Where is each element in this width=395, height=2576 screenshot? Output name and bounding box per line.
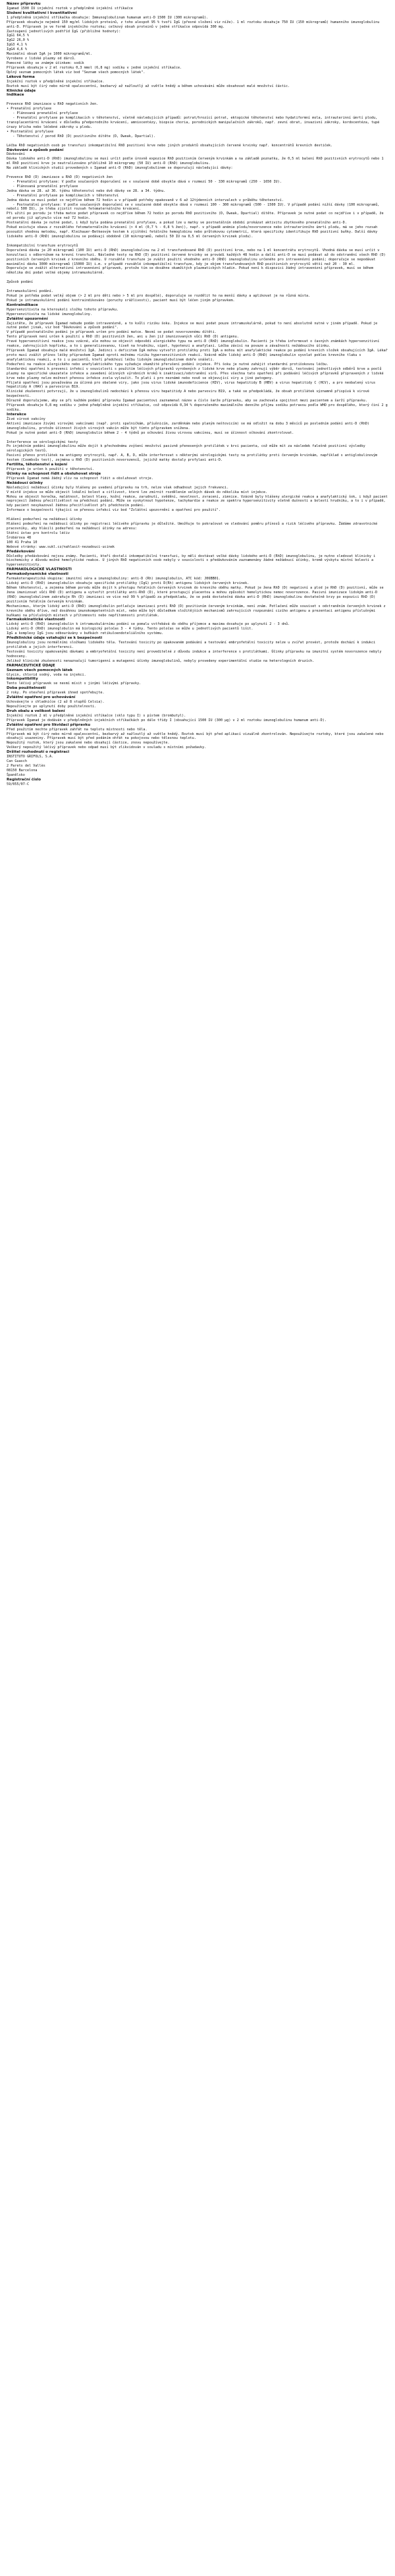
text-line: Farmakoterapeutická skupina: imunitní séra a imunoglobuliny: anti-D (Rh) imunoglobulin, ATC kód: J06BB01. <box>7 577 221 581</box>
text-line: Uchovávejte v chladničce (2 až 8 stupňů Celsia). <box>7 700 105 705</box>
text-line: Následující nežádoucí účinky byly hlášeny po uvedení přípravku na trh, nelze však odhadnout jejich frekvenci. <box>7 485 229 490</box>
text-line: Informace o bezpečnosti týkající se přenosu infekcí viz bod "Zvláštní upozornění a opatření pro použití". <box>7 508 221 513</box>
text-line: Pravé hypersenzitivní reakce jsou vzácné, ale mohou se objevit odpovědi alergického typu na anti-D (RhD) imunoglobulin. Pacienti je třeba informovat o časných známkách hypersenzitivní reakce, zahrnujících kopřivku, a to i generalizovanou, tíseň na hrudníku, sípot, hypotenzi a anafylaxi. Léčba závisí na povaze a závažnosti nežádoucího účinku. <box>7 339 382 349</box>
text-line: Nepoužívejte po uplynutí doby použitelnosti. <box>7 704 97 709</box>
section-heading: Zvláštní opatření pro likvidaci přípravku <box>7 722 91 727</box>
text-line: - Plánovaná prenatální profylaxe <box>7 184 78 189</box>
text-line: Důrazně doporučujeme, aby se při každém podání přípravku Igamad pacientovi zaznamenal název a číslo šarže přípravku, aby se zachovala spojitost mezi pacientem a šarží přípravku. <box>7 399 367 403</box>
section-heading: Léková forma <box>7 74 35 79</box>
text-line: Dávka lidského anti-D (RhD) imunoglobulinu se musí určit podle úrovně expozice RhD pozitivním červeným krvinkám a na základě poznatku, že 0,5 ml balení RhD pozitivních erytrocytů nebo 1 ml RhD pozitivní krve je neutralizováno přibližně 10 mikrogramy (50 IU) anti-D (RhD) imunoglobulinu. <box>7 157 386 166</box>
text-line: Webové stránky: www.sukl.cz/nahlasit-nezadouci-ucinek <box>7 544 115 549</box>
text-line: Inkompatibilní transfuze erytrocytů <box>7 243 78 248</box>
text-line: Přípravek Igamad je dodáván v předplněných injekčních stříkačkách po dále třídy I (obsahující 1500 IU (300 µg) v 2 ml roztoku imunoglobulinu humanum anti-D). <box>7 718 327 722</box>
section-heading: Kontraindikace <box>7 303 38 307</box>
text-line: - Těhotenství / porod RhD (D) pozitivního dítěte (D, Dweak, Dpartial). <box>7 134 155 138</box>
section-heading: Inkompatibility <box>7 677 38 682</box>
text-line: Přípravek obsahuje nejméně 150 mg/ml lidských proteinů, z toho alespoň 95 % tvoří IgG (přesné složení viz níže). 1 ml roztoku obsahuje 750 IU (150 mikrogramů) humanního imunoglobulinu anti-D. Přípravek je ve formě injekčního roztoku; celkový obsah proteinů v jedné stříkačce odpovídá 300 mg. <box>7 20 382 29</box>
text-line: Dávkování <box>7 152 25 157</box>
text-line: Interference se sérologickými testy <box>7 440 78 444</box>
text-line: Hypersenzitivita na lidské imunoglobuliny. <box>7 312 92 316</box>
text-line <box>7 171 388 175</box>
text-line: Maximální obsah IgA je 1000 mikrogramů/ml. <box>7 52 92 57</box>
text-line: 08150 Barcelona <box>7 768 38 773</box>
section-heading: Druh obalu a velikost balení <box>7 709 65 713</box>
text-line: V případě postnatálního podání je přípravek určen pro podání matce. Nesmí se podat novorozenému dítěti. <box>7 330 217 335</box>
text-line: IgG4 4,6 % <box>7 47 27 52</box>
text-line: Standardní opatření k prevenci infekcí v souvislosti s použitím léčivých přípravků vyrobených z lidské krve nebo plazmy zahrnují výběr dárců, testování jednotlivých odběrů krve a poolů plazmy na specifické ukazatele infekce a zavedení účinných výrobních kroků k inaktivaci/odstranění virů. Přes všechna tato opatření při podávání léčivých přípravků připravených z lidské krve nebo plazmy nelze možnost přenosu infekce zcela vyloučit. To platí i pro neznámé nebo nově se objevující viry a jiné patogeny. <box>7 366 386 380</box>
text-line: Imunoglobuliny jsou normálními složkami lidského těla. Testování toxicity po opakovaném podávání a testování embryofetální toxicity nelze u zvířat provést, protože dochází k indukci protilátek a jejich interferenci. <box>7 641 378 649</box>
section-heading: Farmakokinetické vlastnosti <box>7 618 65 622</box>
text-line: Nepoužitý roztok, který jsou zakalené nebo obsahují částice, znovu nepoužívejte. <box>7 741 170 746</box>
text-line: Přípravek obsahuje v 2 ml roztoku 0,3 mmol (6,8 mg) sodíku v jedné injekční stříkačce. <box>7 65 182 70</box>
text-line: Tento přípravek není určen k použití u RhD (D) pozitivních žen, ani u žen již imunizovaných vůči RhD (D) antigenu. <box>7 335 239 339</box>
text-line: IgG2 26,0 % <box>7 38 30 43</box>
text-line: Státní ústav pro kontrolu léčiv <box>7 531 70 535</box>
text-line: Prevence RhD (D) imunizace u RhD (D) negativních žen <box>7 175 113 180</box>
text-line: Hypersenzitivita na kteroukoli složku tohoto přípravku. <box>7 307 119 312</box>
text-line: Pokud existuje obava z rozsáhlého fetomaternálního krvácení (> 4 ml (0,7 % - 0,8 % žen)), např. v případě anémie plodu/novorozence nebo intrauterinního úmrtí plodu, má se jeho rozsah posoudit vhodnou metodou, např. Kleihauer-Betkeovým testem k zjištění fetálního hemoglobinu nebo průtokovou cytometrií, která specificky identifikuje RhD pozitivní buňky. Další dávky lidského anti-D (RhD) imunoglobulinu se podávají obdobně (10 mikrogramů, neboli 50 IU na 0,5 ml červených krvinek plodu). <box>7 225 380 239</box>
text-line: 2 Parets del Vallès <box>7 763 45 768</box>
text-line: Vyrobeno z lidské plazmy od dárců. <box>7 57 76 61</box>
text-line: - Plánovaná prenatální profylaxe <box>7 111 78 116</box>
text-line: Pokud je potřeba podat velký objem (> 2 ml pro děti nebo > 5 ml pro dospělé), doporučuje se rozdělit ho na menší dávky a aplikovat je na různá místa. <box>7 294 311 298</box>
text-line: Během těhotenství, a zejména během porodu může dojít k přestupu fetálních červených krvinek do krevního oběhu matky. Pokud je žena RhD (D) negativní a plod je RhD (D) pozitivní, může se žena imunizovat vůči RhD (D) antigenu a vytvořit protilátky anti-RhD (D), které prostupují placentou a mohou způsobit hemolytickou nemoc novorozence. Pasivní imunizace lidským anti-D (RhD) imunoglobulinem zabraňuje Rh (D) imunizaci ve více než 99 % případů za předpokladu, že se podá dostatečná dávka anti-D (RhD) imunoglobulinu dostatečně brzy po expozici RhD (D) pozitivním fetálním červeným krvinkám. <box>7 586 386 604</box>
text-line: Přípravek je určen k použití v těhotenství. <box>7 467 95 472</box>
text-line: Přípravek Igamad nemá žádný vliv na schopnost řídit a obsluhovat stroje. <box>7 476 153 481</box>
text-line: 2 roky. Po otevření přípravek ihned spotřebujte. <box>7 691 105 695</box>
text-line: Přípravek má být čirý nebo mírně opalescentní, bezbarvý až nažloutlý až světle hnědý. Roztok musí být před aplikací vizuálně zkontrolován. Nepoužívejte roztoky, které jsou zakalené nebo obsahují usazeniny. Přípravek musí být před podáním ohřát na pokojovou nebo tělesnou teplotu. <box>7 732 386 741</box>
section-heading: FARMAKOLOGICKÉ VLASTNOSTI <box>7 568 72 572</box>
text-line: Injekční roztok 2 ml v předplněné injekční stříkačce (sklo typu I) s pístem (brombutyl). <box>7 713 186 718</box>
text-line <box>7 139 388 144</box>
text-line: Zajistěte, že přípravek Igamad nebude podán intravenózně, a to kvůli riziku šoku. Injekce se musí podat pouze intramuskulárně, pokud to není absolutně nutné v jiném případě. Pokud je nutné podat jinak, viz bod "Dávkování a způsob podání". <box>7 321 380 330</box>
section-heading: Seznam všech pomocných látek <box>7 668 73 672</box>
spc-document <box>0 0 395 791</box>
text-line: • Prenatální profylaxe <box>7 107 52 111</box>
section-heading: Doba použitelnosti <box>7 686 46 691</box>
text-line: Igamad 1500 IU injekční roztok v předplněné injekční stříkačce <box>7 6 133 11</box>
section-heading: Název přípravku <box>7 2 41 6</box>
text-line: Před použitím nechte přípravek zahřát na teplotu místnosti nebo těla. <box>7 727 147 732</box>
text-line: Přípravek obsahuje 6,8 mg sodíku v jedné předplněné injekční stříkačce, což odpovídá 0,34 % doporučeného maximálního denního příjmu sodíku potravou podle WHO pro dospělého, který činí 2 g sodíku. <box>7 403 390 413</box>
text-line: Glycin, chlorid sodný, voda na injekci. <box>7 672 86 677</box>
text-line: Pokud je nutné podat anti-D (RhD) imunoglobulin během 2 - 4 týdnů po očkování živou virovou vakcínou, musí se účinnost očkování zkontrolovat. <box>7 430 294 435</box>
text-line: IgG3 4,1 % <box>7 43 27 47</box>
text-line: Jedna dávka se musí podat co nejdříve během 72 hodin a v případě potřeby opakovaně v 6 až 12týdenních intervalech v průběhu těhotenství. <box>7 198 284 202</box>
text-line: Důsledky předávkování nejsou známy. Pacienti, kteří dostali inkompatibilní transfuzi, by měli dostávat velké dávky lidského anti-D (RhD) imunoglobulinu, je nutno sledovat klinicky i biochemicky z důvodu možné hemolytické reakce. U jiných RhD negativních osob nebyly v souvislosti s předávkováním zaznamenány žádné nežádoucí účinky, kromě výskytu místní bolesti a hypersenzitivity. <box>7 554 378 568</box>
text-line: Po injekčním podání imunoglobulinu může dojít k přechodnému zvýšení množství pasivně přenesených protilátek v krvi pacienta, což může mít za následek falešně pozitivní výsledky sérologických testů. <box>7 444 367 454</box>
text-line: Přijatá opatření jsou považována za účinná pro obalené viry, jako jsou virus lidské imunodeficience (HIV), virus hepatitidy B (HBV) a virus hepatitidy C (HCV), a pro neobalený virus hepatitidy A (HAV) a parvovirus B19. <box>7 380 378 390</box>
section-heading: Zvláštní opatření pro uchovávání <box>7 695 76 700</box>
text-line: IgG1 64,5 % <box>7 34 30 38</box>
text-line: Živé virové vakcíny <box>7 417 45 421</box>
section-heading: Držitel rozhodnutí o registraci <box>7 750 70 755</box>
section-heading: Nežádoucí účinky <box>7 481 43 485</box>
text-line: Přípravek Igamad obsahuje malé množství IgA. Jedinci s deficitem IgA mohou vytvořit protilátky proti IgA a mohou mít anafylaktické reakce po podání krevních složek obsahujících IgA. Lékař proto musí zvážit přínos léčby přípravkem Igamad oproti možnému riziku hypersenzitivních reakcí. Vzácně může lidský anti-D (RhD) imunoglobulin vyvolat pokles krevního tlaku s anafylaktickou reakcí, a to i u pacientů, kteří předchozí léčbu lidským imunoglobulinem dobře snášeli. <box>7 349 390 362</box>
section-heading: Předávkování <box>7 549 35 554</box>
text-line: - Prenatální profylaxe po komplikacích v těhotenství <box>7 193 119 198</box>
section-heading: Registrační číslo <box>7 777 41 782</box>
text-line: - Postnatální profylaxe: V podle současných doporučení se v současné době obvykle dává v rozmezí 100 - 300 mikrogramů (500 - 1500 IU). V případě podání nižší dávky (100 mikrogramů, neboli 500 IU), je třeba zjistit rozsah fetomaternálního krvácení. <box>7 202 382 212</box>
section-heading: FARMACEUTICKÉ ÚDAJE <box>7 663 55 668</box>
text-line: Injekční roztok v předplněné injekční stříkačce. <box>7 79 105 84</box>
text-line: Doporučená dávka je 20 mikrogramů (100 IU) anti-D (RhD) imunoglobulinu na 2 ml transfundované RhD (D) pozitivní krve, nebo na 1 ml koncentrátu erytrocytů. Vhodná dávka se musí určit v konzultaci s odborníkem na krevní transfuzi. Následné testy na RhD (D) pozitivní červené krvinky se provádí každých 48 hodin a další anti-D se musí podávat až do odstranění všech RhD (D) pozitivních červených krvinek z krevního oběhu. U rozsáhlé transfuze je zvážit použití vhodného anti-D (RhD) imunoglobulinu určeného pro intravenózní podání; doporučuje se nepodávat maximální dávku 3000 mikrogramů (15000 IU) i.m. v případě rozsáhlé inkompatibilní transfuze, kdy je objem transfundovaných RhD pozitivních erytrocytů větší než 20 - 30 ml. <box>7 248 388 266</box>
text-line: Podezření na reakce alergického nebo anafylaktického typu vyžaduje okamžité přerušení podání injekce. Při šoku je nutné zahájit standardní protišokovou léčbu. <box>7 362 329 366</box>
text-line: Veškerý nepoužitý léčivý přípravek nebo odpad musí být zlikvidován v souladu s místními požadavky. <box>7 746 207 750</box>
text-line <box>7 276 388 280</box>
text-line: Šrobárova 48 <box>7 535 32 540</box>
text-line: Lidský anti-D (RhD) imunoglobulin obsahuje specifické protilátky (IgG) proti D(Rh) antigenu lidských červených krvinek. <box>7 581 250 586</box>
text-line: Mechanismus, kterým lidský anti-D (RhD) imunoglobulin potlačuje imunizaci proti RhD (D) pozitivním červeným krvinkám, není znám. Potlačení může souviset s odstraněním červených krvinek z krevního oběhu dříve, než dosáhnou imunokompetentních míst, nebo může být důsledkem složitějších mechanismů zahrnujících rozpoznání cizího antigenu a prezentaci antigenu příslušnými buňkami na příslušných místech v přítomnosti nebo nepřítomnosti protilátek. <box>7 604 388 618</box>
text-line: 1 předplněná injekční stříkačka obsahuje: Immunoglobulinum humanum anti-D 1500 IU (300 mikrogramů). <box>7 15 209 20</box>
section-heading: Dávkování a způsob podání <box>7 148 64 152</box>
text-line: Hlášení podezření na nežádoucí účinky <box>7 517 82 522</box>
text-line: • Postnatální profylaxe <box>7 129 54 134</box>
text-line: Intramuskulární podání. <box>7 289 54 294</box>
section-heading: Účinky na schopnost řídit a obsluhovat stroje <box>7 471 101 476</box>
text-line: Testování toxicity opakovanými dávkami a embryofetální toxicity není proveditelné z důvodu indukce a interference s protilátkami. Účinky přípravku na imunitní systém novorozence nebyly hodnoceny. <box>7 649 384 659</box>
section-heading: Složení kvalitativní i kvantitativní <box>7 11 77 15</box>
section-heading: Indikace <box>7 93 24 98</box>
text-line: Zastoupení jednotlivých podtříd IgG (přibližné hodnoty): <box>7 29 121 34</box>
text-line: Aktivní imunizace živými virovými vakcínami (např. proti spalničkám, příušnicím, zarděnkám nebo planým neštovicím) se má odložit na dobu 3 měsíců po posledním podání anti-D (RhD) imunoglobulinu, protože účinnost živých virových vakcín může být tímto přípravkem snížena. <box>7 421 372 430</box>
text-line <box>7 436 388 440</box>
text-line: Jelikož klinické zkušenosti nenaznačují tumorigenní a mutagenní účinky imunoglobulinů, nebyly provedeny experimentální studie na heterologních druzích. <box>7 659 315 663</box>
text-line: Na základě klinických studií provedených s Igamad anti-D (RhD) imunoglobulinem se doporučují následující dávky: <box>7 166 233 171</box>
text-line: Lidský anti-D (RhD) imunoglobulin k intramuskulárnímu podání se pomalu vstřebává do oběhu příjemce a maxima dosahuje po uplynutí 2 - 3 dnů. <box>7 622 290 627</box>
text-line: - Prenatální profylaxe: V podle současných doporučení se v současné době obvykle dává v rozmezí 50 - 330 mikrogramů (250 - 1650 IU). <box>7 179 282 184</box>
section-heading: Fertilita, těhotenství a kojení <box>7 463 68 467</box>
text-line: Úplný seznam pomocných látek viz bod "Seznam všech pomocných látek". <box>7 70 145 74</box>
text-line: Klinické zkušenosti potvrzují, že u imunoglobulinů nedochází k přenosu viru hepatitidy A nebo parvoviru B19, a také se předpokládá, že obsah protilátek významně přispívá k virové bezpečnosti. <box>7 390 372 399</box>
text-line: Mohou se objevit horečka, malátnost, bolest hlavy, kožní reakce, zarudnutí, svědění, nevolnost, zvracení, zimnice. Vzácně byly hlášeny alergické reakce a anafylaktický šok, i když pacient neprojevil žádnou přecitlivělost na předchozí podání. Může se vyskytnout hypotenze, tachykardie a reakce ze spektra hypersenzitivity včetně dušnosti a bolestí hrudníku, a to i v případě, kdy pacient nevykazoval žádnou přecitlivělost při předchozím podání. <box>7 494 390 508</box>
text-line: Roztok musí být čirý nebo mírně opalescentní, bezbarvý až nažloutlý až světle hnědý a během uchovávání může obsahovat malé množství částic. <box>7 84 290 88</box>
text-line: Při užití po porodu je třeba matce podat přípravek co nejdříve během 72 hodin po porodu RhD pozitivního (D, Dweak, Dpartial) dítěte. Přípravek je nutné podat co nejdříve i v případě, že od porodu již uplynulo více než 72 hodin. <box>7 212 386 221</box>
text-line: INSTITUTO GRIFOLS, S.A. <box>7 755 54 759</box>
text-line: Léčba RhD negativních osob po transfuzi inkompatibilní RhD pozitivní krve nebo jiných produktů obsahujících červené krvinky např. koncentrátů krevních destiček. <box>7 143 333 148</box>
text-line: Can Guasch <box>7 759 27 764</box>
text-line: Pokud je intramuskulární podání kontraindikováno (poruchy srážlivosti), pacient musí být léčen jiným přípravkem. <box>7 298 235 303</box>
text-line: Prevence RhD imunizace u RhD negativních žen. <box>7 102 99 107</box>
text-line: IgG a komplexy IgG jsou odbourávány v buňkách retikuloendoteliálního systému. <box>7 631 164 636</box>
text-line <box>7 285 388 289</box>
text-line: Pomocné látky se známým účinkem: sodík <box>7 61 84 65</box>
text-line: Hlášení podezření na nežádoucí účinky po registraci léčivého přípravku je důležité. Umožňuje to pokračovat ve sledování poměru přínosů a rizik léčivého přípravku. Žádáme zdravotnické pracovníky, aby hlásili podezření na nežádoucí účinky na adresu: <box>7 522 380 531</box>
text-line <box>7 239 388 244</box>
section-heading: Zvláštní upozornění <box>7 316 48 321</box>
section-heading: Klinické údaje <box>7 88 36 93</box>
text-line: - Prenatální profylaxe po komplikacích v těhotenství, včetně následujících případů: potrat/hrozící potrat, ektopické těhotenství nebo hydatiformní mola, intrauterinní úmrtí plodu, transplacentární krvácení v důsledku předporodního krvácení, amniocentézy, biopsie choria, porodnických manipulačních zákroků, např. zevní obrat, invazivní zákroky, kordocentéza, tupé úrazy břicha nebo léčebné zákroky u plodu. <box>7 116 382 129</box>
text-line: V místě injekce se může objevit lokální bolest a citlivost, které lze zmírnit rozdělením velkých dávek do několika míst injekce. <box>7 490 268 494</box>
text-line: Postnatální dávka je nutné podat, i když byla podána prenatální profylaxe, a pokud lze u matky ve postnatálním období prokázat aktivitu zbytkového prenatálního anti-D. <box>7 221 347 225</box>
section-heading: Farmakodynamické vlastnosti <box>7 572 68 577</box>
text-line: Doporučuje se zvážit alternativní intravenózní přípravek, protože tím se dosáhne okamžitých plazmatických hladin. Pokud není k dispozici žádný intravenózní přípravek, musí se během několika dní podat velké objemy intramuskulárně. <box>7 266 376 276</box>
text-line: Lidský anti-D (RhD) imunoglobulin má biologický poločas 3 - 4 týdny. Tento poločas se může u jednotlivých pacientů lišit. <box>7 627 253 631</box>
section-heading: Předklinické údaje vztahující se k bezpečnosti <box>7 636 103 641</box>
text-line: Tento léčivý přípravek se nesmí mísit s jinými léčivými přípravky. <box>7 682 142 686</box>
text-line: Španělsko <box>7 773 25 777</box>
text-line: 100 41 Praha 10 <box>7 540 38 544</box>
text-line: Způsob podání <box>7 280 34 285</box>
text-line: Pasivní přenos protilátek na antigeny erytrocytů, např. A, B, D, může interferovat s některými sérologickými testy na protilátky proti červeným krvinkám, například s antiglobulinovým testem (Coombsův test), zejména u RhD (D) pozitivních novorozenců, jejichž matky dostaly profylaxi anti-D. <box>7 454 380 463</box>
section-heading: Interakce <box>7 412 26 417</box>
text-line: Jedna dávka ve 28. až 30. týdnu těhotenství nebo dvě dávky ve 28. a 34. týdnu. <box>7 189 166 193</box>
text-line: 59/055/07-C <box>7 782 30 786</box>
